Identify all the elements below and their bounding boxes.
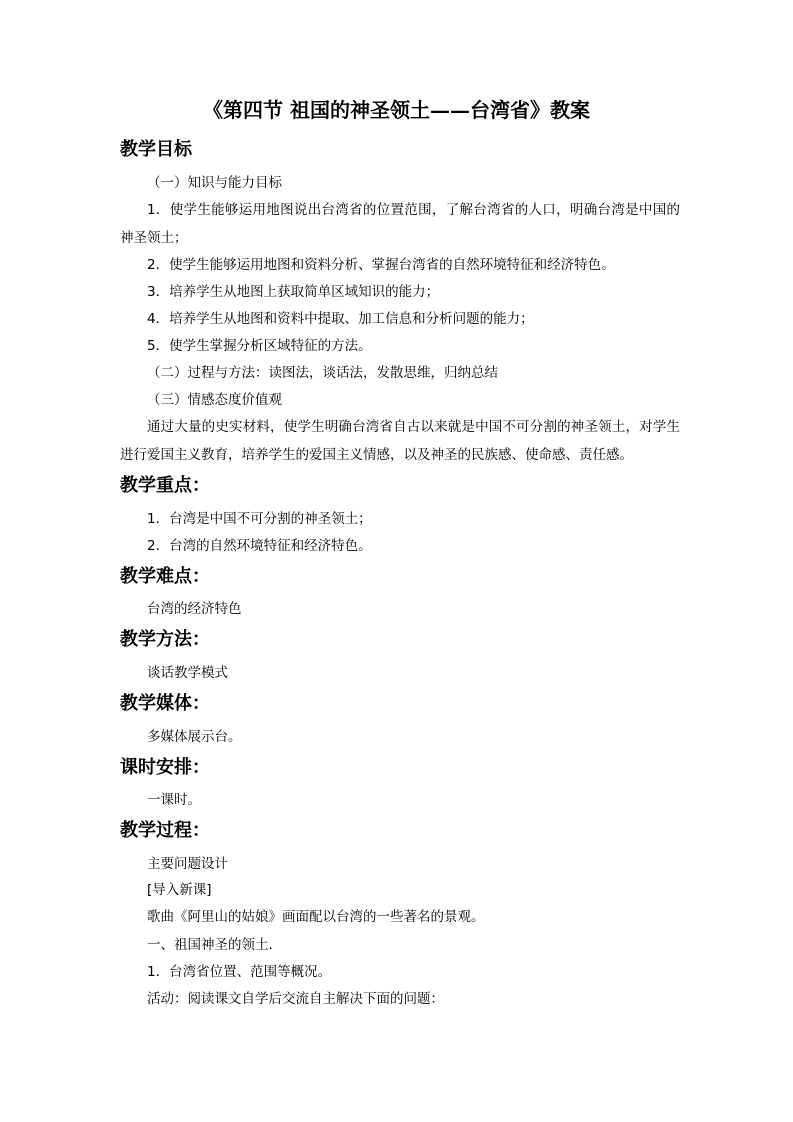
process-line-2: [导入新课] — [147, 882, 212, 898]
media-text: 多媒体展示台。 — [147, 729, 242, 745]
method-text: 谈话教学模式 — [147, 665, 228, 681]
knowledge-ability-heading: （一）知识与能力目标 — [147, 175, 282, 191]
process-line-3: 歌曲《阿里山的姑娘》画面配以台湾的一些著名的景观。 — [147, 909, 485, 925]
heading-key-points: 教学重点： — [120, 475, 210, 496]
heading-method: 教学方法： — [120, 629, 210, 650]
difficulty-text: 台湾的经济特色 — [147, 601, 242, 617]
emotion-heading: （三）情感态度价值观 — [147, 392, 282, 408]
key-point-2: 2．台湾的自然环境特征和经济特色。 — [147, 538, 372, 554]
process-line-5: 1．台湾省位置、范围等概况。 — [147, 964, 332, 980]
objective-item-5: 5．使学生掌握分析区域特征的方法。 — [147, 338, 372, 354]
document-title: 《第四节 祖国的神圣领土——台湾省》教案 — [203, 98, 590, 122]
heading-media: 教学媒体： — [120, 693, 210, 714]
process-line-1: 主要问题设计 — [147, 856, 228, 872]
objective-item-3: 3．培养学生从地图上获取简单区域知识的能力； — [147, 284, 440, 300]
key-point-1: 1．台湾是中国不可分割的神圣领土； — [147, 511, 372, 527]
process-method-line: （二）过程与方法：读图法，谈话法，发散思维，归纳总结 — [147, 365, 498, 381]
heading-difficulty: 教学难点： — [120, 566, 210, 587]
heading-schedule: 课时安排： — [120, 757, 210, 778]
schedule-text: 一课时。 — [147, 792, 201, 808]
heading-process: 教学过程： — [120, 820, 210, 841]
heading-objectives: 教学目标 — [120, 139, 192, 160]
objective-item-1: 1．使学生能够运用地图说出台湾省的位置范围，了解台湾省的人口，明确台湾是中国的神圣领土； — [120, 202, 680, 246]
objective-item-2: 2．使学生能够运用地图和资料分析、掌握台湾省的自然环境特征和经济特色。 — [147, 257, 615, 273]
emotion-paragraph: 通过大量的史实材料，使学生明确台湾省自古以来就是中国不可分割的神圣领土，对学生进行爱国主义教育，培养学生的爱国主义情感，以及神圣的民族感、使命感、责任感。 — [120, 419, 680, 463]
process-line-6: 活动：阅读课文自学后交流自主解决下面的问题： — [147, 991, 444, 1007]
process-line-4: 一、祖国神圣的领土. — [147, 937, 273, 953]
objective-item-4: 4．培养学生从地图和资料中提取、加工信息和分析问题的能力； — [147, 311, 534, 327]
